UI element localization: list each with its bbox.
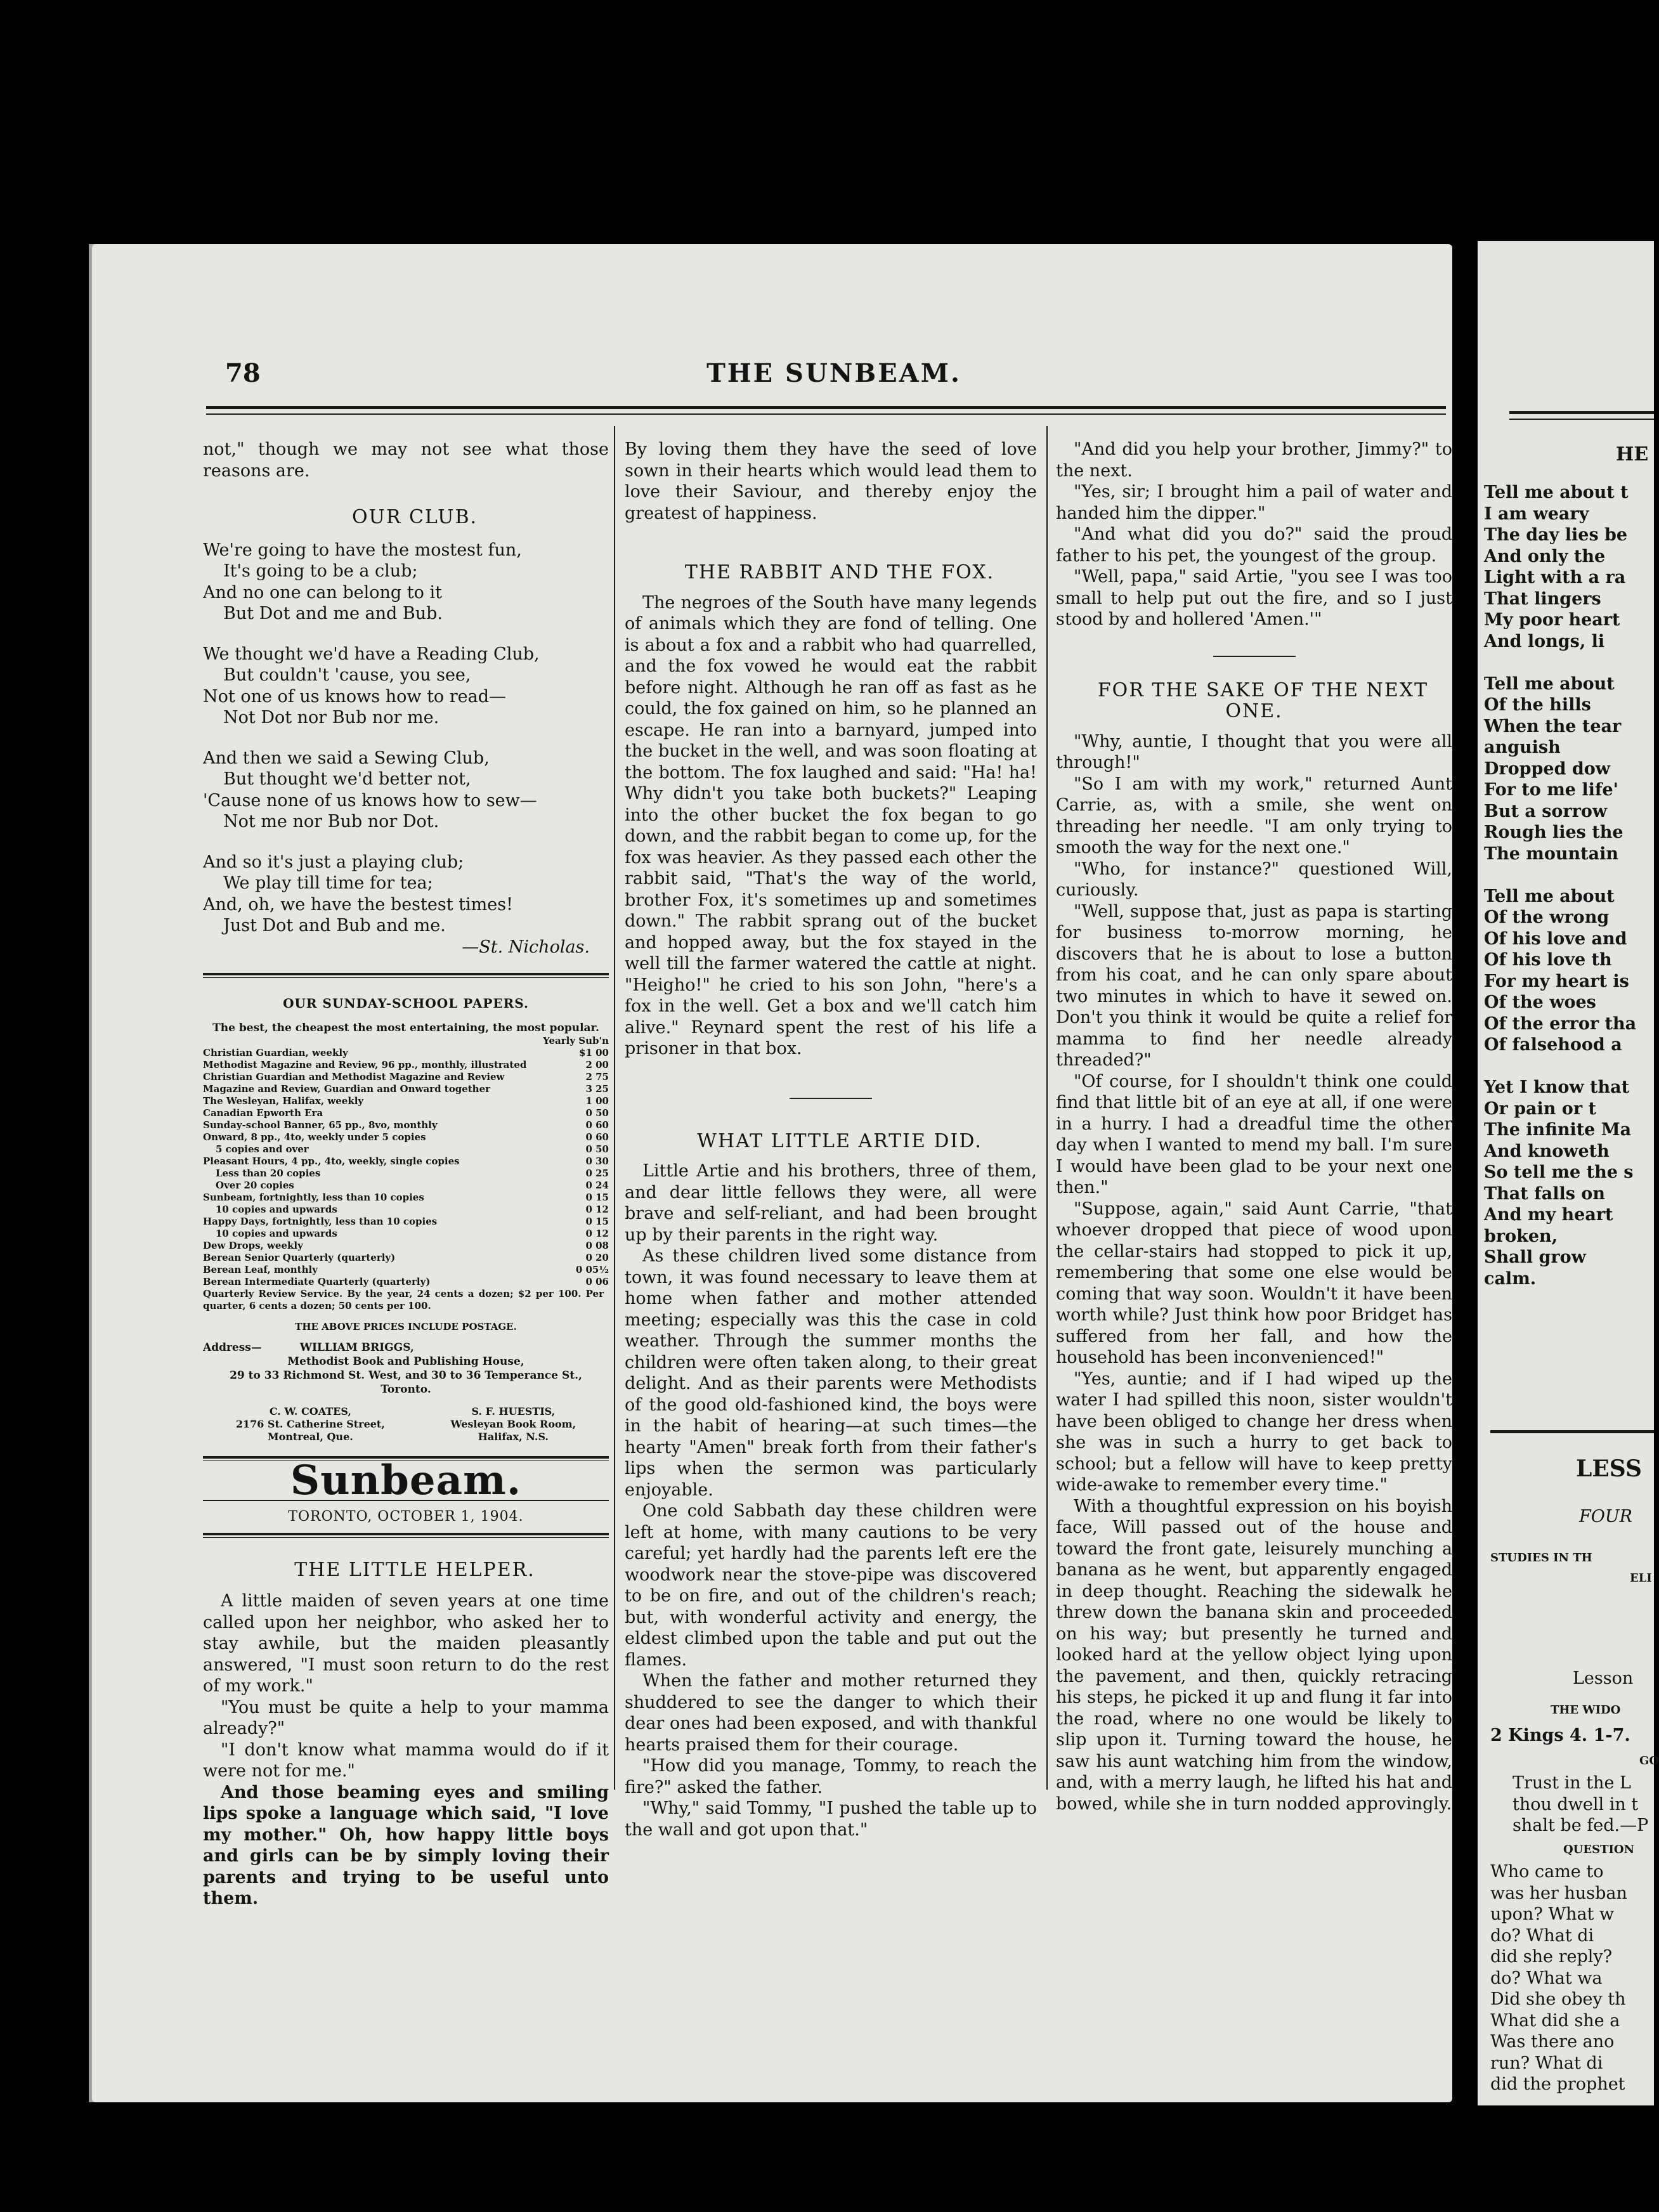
price-item-value: 0 05½: [575, 1263, 609, 1275]
price-item-value: 0 15: [585, 1215, 609, 1227]
price-item-value: 0 24: [585, 1179, 609, 1191]
price-row: [203, 1180, 609, 1192]
column-divider: [1046, 426, 1048, 1790]
agent-montreal: [236, 1405, 385, 1443]
price-row: [203, 1119, 609, 1131]
price-item-value: 0 60: [585, 1119, 609, 1131]
fragment-line: do? What wa: [1490, 1968, 1603, 1988]
price-item-value: 0 30: [585, 1155, 609, 1167]
papers-title: OUR SUNDAY-SCHOOL PAPERS.: [283, 996, 529, 1011]
agent-line: C. W. COATES,: [269, 1405, 351, 1417]
fragment-line: And my heart: [1484, 1205, 1613, 1225]
paragraph: A little maiden of seven years at one time called upon her neighbor, who asked her to stay awhile, but the maiden pleasantly answered, "I must soon return to do the rest of my work.": [203, 1591, 609, 1696]
poem-line: And, oh, we have the bestest times!: [203, 894, 513, 914]
paragraph: Little Artie and his brothers, three of them, and dear little fellows they were, all were brave and self-reliant, and had been brought up by their parents in the right way.: [625, 1161, 1037, 1245]
poem-line: And so it's just a playing club;: [203, 852, 464, 872]
paragraph: "And what did you do?" said the proud father to his pet, the youngest of the group.: [1056, 524, 1452, 566]
poem-line: We're going to have the mostest fun,: [203, 540, 522, 560]
article-title: WHAT LITTLE ARTIE DID.: [697, 1129, 982, 1152]
fragment-line: Of the hills: [1484, 695, 1591, 715]
fragment-line: [1484, 864, 1654, 886]
price-row: [203, 1083, 609, 1095]
fragment-line: did she reply?: [1490, 1947, 1613, 1967]
price-row: [203, 1047, 609, 1059]
agent-line: S. F. HUESTIS,: [471, 1405, 556, 1417]
price-item-value: 0 12: [585, 1227, 609, 1239]
price-row: [203, 1071, 609, 1083]
price-row: [203, 1095, 609, 1107]
price-item-name: Pleasant Hours, 4 pp., 4to, weekly, single copies: [203, 1155, 460, 1167]
paragraph: As these children lived some distance from town, it was found necessary to leave them at home when father and mother attended meeting; especially was this the case in cold weather. Through the summer months the children were often taken along, to their great delight. And as their parents were Methodists of the good old-fashioned kind, the boys were in the habit of hearing—at such times—the hearty "Amen" break forth from their father's lips when the sermon was particularly enjoyable.: [625, 1246, 1037, 1500]
paragraph: "Why," said Tommy, "I pushed the table up to the wall and got upon that.": [625, 1799, 1037, 1840]
facing-header-rule: [1509, 419, 1654, 420]
price-row: [203, 1252, 609, 1264]
column-1: [203, 439, 609, 1909]
price-item-value: [604, 1288, 609, 1312]
continued-text: By loving them they have the seed of love sown in their hearts which would lead them to love their Saviour, and thereby enjoy the greatest of happiness.: [625, 439, 1037, 523]
price-item-value: 0 50: [585, 1143, 609, 1155]
poem-line: But couldn't 'cause, you see,: [223, 665, 471, 685]
paragraph: "So I am with my work," returned Aunt Carrie, as, with a smile, she went on threading her needle. "I am only trying to smooth the way for the next one.": [1056, 774, 1452, 857]
papers-price-head: Yearly Sub'n: [543, 1034, 609, 1046]
fragment-line: So tell me the s: [1484, 1162, 1634, 1182]
price-row: [203, 1228, 609, 1240]
poem-line: 'Cause none of us knows how to sew—: [203, 790, 537, 810]
facing-heading: HE: [1616, 443, 1649, 465]
fragment-line: Dropped dow: [1484, 758, 1610, 779]
paragraph: "You must be quite a help to your mamma already?": [203, 1697, 609, 1738]
address-line: 29 to 33 Richmond St. West, and 30 to 36 Temperance St.,: [230, 1369, 582, 1382]
agent-halifax: [451, 1405, 576, 1443]
publisher-name: WILLIAM BRIGGS,: [299, 1341, 414, 1354]
fragment-line: Tell me about: [1484, 886, 1615, 906]
price-item-value: 0 06: [585, 1275, 609, 1287]
column-2: [625, 439, 1037, 1840]
price-item-value: 0 20: [585, 1251, 609, 1263]
fragment-line: shalt be fed.—P: [1513, 1816, 1649, 1835]
poem-line: We thought we'd have a Reading Club,: [203, 644, 540, 664]
fragment-line: Tell me about: [1484, 673, 1615, 694]
price-row: [203, 1216, 609, 1228]
price-row: [203, 1288, 609, 1312]
facing-studies-eli: ELI: [1630, 1571, 1652, 1585]
price-item-value: 2 75: [585, 1070, 609, 1083]
poem-line: But Dot and me and Bub.: [223, 604, 443, 623]
address-label: Address—: [203, 1341, 262, 1354]
fragment-line: anguish: [1484, 738, 1561, 757]
paragraph: "Well, suppose that, just as papa is starting for business to-morrow morning, he discovers that he is about to lose a button from his coat, and he can only spare about two minutes in which to have it sewed on. Don't you think it would be quite a relief for mamma to find her needle already threaded?": [1056, 901, 1452, 1070]
page-number: 78: [225, 358, 261, 388]
poem-attribution: —St. Nicholas.: [462, 937, 590, 957]
fragment-line: That lingers: [1484, 589, 1601, 609]
price-item-name: Methodist Magazine and Review, 96 pp., monthly, illustrated: [203, 1058, 527, 1070]
fragment-line: did the prophet: [1490, 2074, 1625, 2094]
fragment-line: Trust in the L: [1513, 1773, 1631, 1793]
papers-subtitle: The best, the cheapest the most entertaining, the most popular.: [212, 1021, 599, 1034]
paragraph: "Who, for instance?" questioned Will, curiously.: [1056, 859, 1452, 900]
fragment-line: Did she obey th: [1490, 1989, 1626, 2009]
fragment-line: And only the: [1484, 546, 1606, 566]
fragment-line: What did she a: [1490, 2010, 1620, 2031]
fragment-line: Of the error tha: [1484, 1013, 1637, 1034]
facing-lessons-heading: LESS: [1576, 1455, 1642, 1482]
price-item-value: 1 00: [585, 1095, 609, 1107]
facing-kings: 2 Kings 4. 1-7.: [1490, 1726, 1630, 1745]
poem-title: OUR CLUB.: [351, 506, 478, 528]
facing-golden-text-head: GO: [1639, 1754, 1659, 1767]
fragment-line: broken,: [1484, 1226, 1558, 1246]
fragment-line: calm.: [1484, 1268, 1537, 1289]
price-item-name: Dew Drops, weekly: [203, 1239, 303, 1251]
price-row: [203, 1131, 609, 1143]
fragment-line: Of the wrong: [1484, 908, 1610, 927]
agent-line: Montreal, Que.: [267, 1430, 353, 1443]
facing-questions: [1490, 1861, 1627, 2095]
fragment-line: Or pain or t: [1484, 1098, 1596, 1119]
facing-section-rule: [1490, 1430, 1654, 1433]
agents-block: [203, 1405, 609, 1443]
fragment-line: thou dwell in t: [1513, 1794, 1639, 1814]
section-rule: [203, 973, 609, 978]
fragment-line: run? What di: [1490, 2053, 1603, 2073]
price-row: [203, 1143, 609, 1155]
facing-golden-text: [1513, 1773, 1648, 1837]
poem-line: Just Dot and Bub and me.: [223, 916, 446, 935]
price-row: [203, 1107, 609, 1119]
article-title: THE RABBIT AND THE FOX.: [684, 561, 995, 583]
paragraph: "Of course, for I shouldn't think one could find that little bit of an eye at all, if one were in a hurry. I had a dreadful time the other day when I wanted to mend my ball. I'm sure I would have been glad to be your next one then.": [1056, 1071, 1452, 1197]
paragraph: One cold Sabbath day these children were left at home, with many cautions to be very careful; yet hardly had the parents left ere the woodwork near the stove-pipe was discovered to be on fire, and out of the children's reach; but, with wonderful activity and energy, the eldest climbed upon the table and put out the flames.: [625, 1501, 1037, 1670]
price-item-value: 0 50: [585, 1107, 609, 1119]
papers-price-list: [203, 1047, 609, 1312]
continued-text: not," though we may not see what those reasons are.: [203, 439, 609, 481]
article-title: THE LITTLE HELPER.: [294, 1558, 535, 1581]
paragraph: "Why, auntie, I thought that you were all through!": [1056, 731, 1452, 772]
fragment-line: And longs, li: [1484, 631, 1605, 651]
price-item-name: Magazine and Review, Guardian and Onward together: [203, 1083, 491, 1095]
poem-line: And then we said a Sewing Club,: [203, 748, 490, 768]
column-divider: [614, 426, 615, 1790]
fragment-line: The infinite Ma: [1484, 1120, 1632, 1140]
fragment-line: [1484, 1056, 1654, 1077]
address-line: Toronto.: [381, 1382, 431, 1396]
price-item-name: Christian Guardian, weekly: [203, 1046, 348, 1058]
fragment-line: The day lies be: [1484, 525, 1628, 545]
fragment-line: Was there ano: [1490, 2032, 1615, 2052]
price-item-name: 10 copies and upwards: [216, 1227, 337, 1239]
poem-line: We play till time for tea;: [223, 873, 433, 893]
postage-note: THE ABOVE PRICES INCLUDE POSTAGE.: [295, 1320, 517, 1332]
price-item-name: Over 20 copies: [216, 1179, 294, 1191]
paragraph: "Yes, auntie; and if I had wiped up the water I had spilled this noon, sister wouldn't have been obliged to change her dress when she was in such a hurry to get back to school; but a fellow will have to keep pretty wide-awake to remember every time.": [1056, 1369, 1452, 1495]
price-item-value: 0 12: [585, 1203, 609, 1215]
price-row: [203, 1204, 609, 1216]
fragment-line: Of the woes: [1484, 992, 1596, 1012]
poem-stanza: [203, 748, 609, 833]
price-item-name: Onward, 8 pp., 4to, weekly under 5 copies: [203, 1131, 426, 1143]
fragment-line: I am weary: [1484, 504, 1589, 524]
price-item-value: 0 15: [585, 1191, 609, 1203]
fragment-line: Of his love th: [1484, 950, 1612, 970]
price-item-name: Happy Days, fortnightly, less than 10 copies: [203, 1215, 438, 1227]
price-row: [203, 1168, 609, 1180]
fragment-line: Who came to: [1490, 1862, 1604, 1882]
facing-poem: [1484, 482, 1654, 1289]
dateline-rule: [203, 1533, 609, 1538]
price-item-name: Quarterly Review Service. By the year, 24 cents a dozen; $2 per 100. Per quarter, 6 cents a dozen; 50 cents per 100.: [203, 1287, 604, 1311]
poem-line: And no one can belong to it: [203, 582, 442, 602]
paragraph: "Yes, sir; I brought him a pail of water and handed him the dipper.": [1056, 482, 1452, 523]
column-3: [1056, 439, 1452, 1814]
facing-header-rule: [1509, 411, 1654, 414]
fragment-line: [1484, 652, 1654, 673]
fragment-line: For to me life': [1484, 780, 1618, 800]
fragment-line: Rough lies the: [1484, 823, 1623, 842]
header-rule-thick: [206, 406, 1446, 409]
price-item-value: 0 60: [585, 1131, 609, 1143]
price-item-name: Berean Intermediate Quarterly (quarterly): [203, 1275, 431, 1287]
header-rule-thin: [206, 413, 1446, 415]
fragment-line: For my heart is: [1484, 971, 1629, 991]
address-line: Methodist Book and Publishing House,: [287, 1355, 524, 1368]
price-item-value: 0 08: [585, 1239, 609, 1251]
price-row: [203, 1264, 609, 1276]
poem-stanza: [203, 540, 609, 625]
masthead: Sunbeam.: [290, 1456, 522, 1504]
agent-line: 2176 St. Catherine Street,: [235, 1417, 385, 1430]
price-row: [203, 1155, 609, 1168]
fragment-line: Yet I know that: [1484, 1077, 1630, 1097]
price-item-name: Canadian Epworth Era: [203, 1107, 323, 1119]
paragraph: "Suppose, again," said Aunt Carrie, "that whoever dropped that piece of wood upon the cellar-stairs had stopped to pick it up, remembering that some one else would be coming that way soon. Wouldn't it have been worth while? Just think how poor Bridget has suffered from her fall, and how the household has been inconvenienced!": [1056, 1199, 1452, 1367]
facing-widow: THE WIDO: [1551, 1703, 1621, 1717]
facing-lesson: Lesson: [1573, 1669, 1634, 1688]
price-item-value: 3 25: [585, 1083, 609, 1095]
price-row: [203, 1192, 609, 1204]
fragment-line: The mountain: [1484, 843, 1618, 864]
paragraph: "I don't know what mamma would do if it were not for me.": [203, 1740, 609, 1781]
price-item-value: 2 00: [585, 1058, 609, 1070]
article-title: FOR THE SAKE OF THE NEXT ONE.: [1097, 679, 1429, 722]
fragment-line: When the tear: [1484, 716, 1622, 736]
fragment-line: And knoweth: [1484, 1141, 1610, 1161]
dateline: TORONTO, OCTOBER 1, 1904.: [288, 1509, 524, 1525]
fragment-line: Light with a ra: [1484, 568, 1626, 587]
price-item-name: Sunday-school Banner, 65 pp., 8vo, monthly: [203, 1119, 438, 1131]
facing-studies: STUDIES IN TH: [1490, 1551, 1592, 1565]
paragraph: And those beaming eyes and smiling lips spoke a language which said, "I love my mother." Oh, how happy little boys and girls can be by simply loving their parents and trying to be useful unto them.: [203, 1782, 609, 1908]
running-head: THE SUNBEAM.: [706, 358, 961, 388]
price-row: [203, 1240, 609, 1252]
price-item-value: 0 25: [585, 1167, 609, 1179]
price-item-name: 5 copies and over: [216, 1143, 309, 1155]
poem-line: Not one of us knows how to read—: [203, 686, 507, 706]
fragment-line: Tell me about t: [1484, 483, 1629, 502]
paragraph: "And did you help your brother, Jimmy?" to the next.: [1056, 439, 1452, 481]
agent-line: Halifax, N.S.: [478, 1430, 549, 1443]
price-item-name: Berean Leaf, monthly: [203, 1263, 318, 1275]
price-item-name: Sunbeam, fortnightly, less than 10 copies: [203, 1191, 424, 1203]
price-row: [203, 1276, 609, 1288]
price-item-name: Less than 20 copies: [216, 1167, 321, 1179]
paragraph: With a thoughtful expression on his boyish face, Will passed out of the house and toward the front gate, leisurely munching a banana as he went, but apparently engaged in deep thought. Reaching the sidewalk he threw down the banana skin and proceeded on his way; but presently he turned and looked hard at the yellow object lying upon the pavement, and then, quickly retracing his steps, he picked it up and flung it far into the road, where no one would be likely to slip upon it. Turning toward the house, he saw his aunt watching him from the window, and, with a merry laugh, he lifted his hat and bowed, while she in turn nodded approvingly.: [1056, 1496, 1452, 1814]
paragraph: "Well, papa," said Artie, "you see I was too small to help put out the fire, and so I just stood by and hollered 'Amen.'": [1056, 567, 1452, 629]
fragment-line: Of falsehood a: [1484, 1035, 1622, 1055]
paragraph: When the father and mother returned they shuddered to see the danger to which their dear ones had been exposed, and with thankful hearts praised them for their courage.: [625, 1671, 1037, 1755]
price-item-value: $1 00: [579, 1046, 609, 1058]
price-item-name: 10 copies and upwards: [216, 1203, 337, 1215]
price-row: [203, 1059, 609, 1071]
fragment-line: do? What di: [1490, 1925, 1594, 1946]
agent-line: Wesleyan Book Room,: [450, 1417, 576, 1430]
fragment-line: was her husban: [1490, 1883, 1627, 1903]
fragment-line: upon? What w: [1490, 1904, 1615, 1924]
poem-line: But thought we'd better not,: [223, 769, 471, 789]
poem-line: Not me nor Bub nor Dot.: [223, 812, 439, 831]
address-block: [203, 1341, 609, 1396]
page-header: [225, 358, 1443, 396]
poem-line: Not Dot nor Bub nor me.: [223, 708, 439, 727]
price-item-name: The Wesleyan, Halifax, weekly: [203, 1095, 364, 1107]
paragraph: The negroes of the South have many legends of animals which they are fond of telling. One is about a fox and a rabbit who had quarrelled, and the fox vowed he would eat the rabbit before night. Although he ran off as fast as he could, the fox gained on him, so he planned an escape. He ran into a barnyard, jumped into the bucket in the well, and was soon floating at the bottom. The fox laughed and said: "Ha! ha! Why didn't you take both buckets?" Leaping into the other bucket the fox began to go down, and the rabbit began to come up, for the fox was heavier. As they passed each other the rabbit said, "That's the way of the world, brother Fox, it's sometimes up and sometimes down." The rabbit sprang out of the bucket and hopped away, but the fox stayed in the well till the farmer watered the cattle at night. "Heigho!" he cried to his son John, "here's a fox in the well. Get a box and we'll catch him alive." Reynard spent the rest of his life a prisoner in that box.: [625, 592, 1037, 1058]
paragraph: "How did you manage, Tommy, to reach the fire?" asked the father.: [625, 1756, 1037, 1797]
poem-stanza: [203, 644, 609, 729]
fragment-line: That falls on: [1484, 1183, 1605, 1204]
fragment-line: My poor heart: [1484, 610, 1620, 630]
poem-line: It's going to be a club;: [223, 561, 418, 581]
facing-questions-head: QUESTION: [1563, 1843, 1635, 1856]
poem-stanza: [203, 852, 609, 937]
fragment-line: Of his love and: [1484, 928, 1627, 949]
fragment-line: Shall grow: [1484, 1247, 1586, 1267]
fragment-line: But a sorrow: [1484, 801, 1608, 821]
facing-quarter-heading: FOUR: [1579, 1507, 1632, 1526]
price-item-name: Berean Senior Quarterly (quarterly): [203, 1251, 396, 1263]
price-item-name: Christian Guardian and Methodist Magazine and Review: [203, 1070, 505, 1083]
